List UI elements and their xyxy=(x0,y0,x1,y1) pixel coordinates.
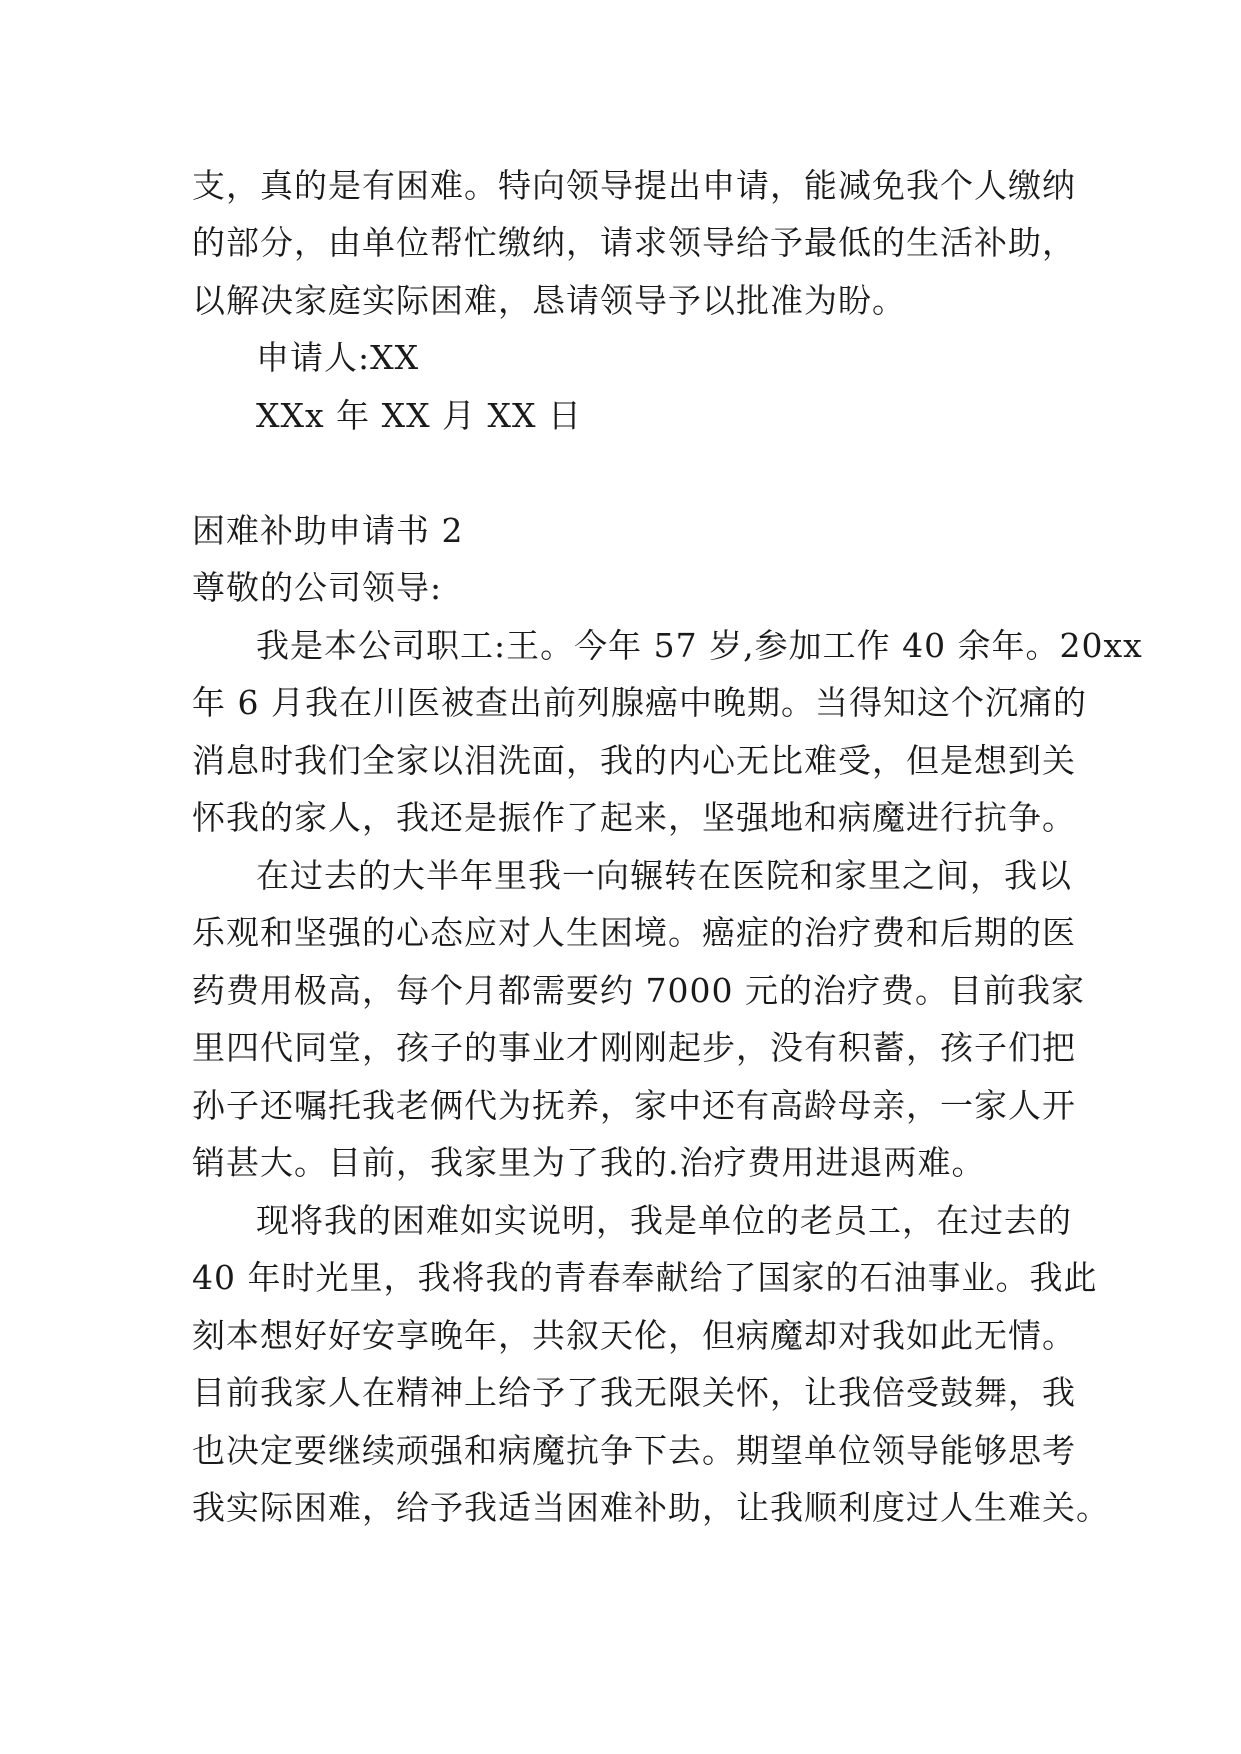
paragraph-line: 我是本公司职工:王。今年 57 岁,参加工作 40 余年。20xx xyxy=(256,626,1143,665)
paragraph-line: 销甚大。目前，我家里为了我的.治疗费用进退两难。 xyxy=(192,1143,986,1182)
applicant-signature: 申请人:XX xyxy=(256,338,420,377)
paragraph-line: 药费用极高，每个月都需要约 7000 元的治疗费。目前我家 xyxy=(192,971,1085,1010)
paragraph-line: 支，真的是有困难。特向领导提出申请，能减免我个人缴纳 xyxy=(192,166,1076,205)
paragraph-line: 以解决家庭实际困难，恳请领导予以批准为盼。 xyxy=(192,281,906,320)
salutation: 尊敬的公司领导: xyxy=(192,568,443,607)
paragraph-line: 现将我的困难如实说明，我是单位的老员工，在过去的 xyxy=(256,1201,1072,1240)
section-title: 困难补助申请书 2 xyxy=(192,511,464,550)
paragraph-line: 刻本想好好安享晚年，共叙天伦，但病魔却对我如此无情。 xyxy=(192,1316,1076,1355)
paragraph-line: 在过去的大半年里我一向辗转在医院和家里之间，我以 xyxy=(256,856,1072,895)
paragraph-line: 的部分，由单位帮忙缴纳，请求领导给予最低的生活补助， xyxy=(192,223,1076,262)
paragraph-line: 怀我的家人，我还是振作了起来，坚强地和病魔进行抗争。 xyxy=(192,798,1076,837)
paragraph-line: 孙子还嘱托我老俩代为抚养，家中还有高龄母亲，一家人开 xyxy=(192,1086,1076,1125)
paragraph-line: 年 6 月我在川医被查出前列腺癌中晚期。当得知这个沉痛的 xyxy=(192,683,1087,722)
paragraph-line: 也决定要继续顽强和病魔抗争下去。期望单位领导能够思考 xyxy=(192,1431,1076,1470)
signature-date: XXx 年 XX 月 XX 日 xyxy=(256,396,583,435)
paragraph-line: 里四代同堂，孩子的事业才刚刚起步，没有积蓄，孩子们把 xyxy=(192,1028,1076,1067)
paragraph-line: 目前我家人在精神上给予了我无限关怀，让我倍受鼓舞，我 xyxy=(192,1373,1076,1412)
paragraph-line: 乐观和坚强的心态应对人生困境。癌症的治疗费和后期的医 xyxy=(192,913,1076,952)
paragraph-line: 消息时我们全家以泪洗面，我的内心无比难受，但是想到关 xyxy=(192,741,1076,780)
paragraph-line: 我实际困难，给予我适当困难补助，让我顺利度过人生难关。 xyxy=(192,1488,1110,1527)
paragraph-line: 40 年时光里，我将我的青春奉献给了国家的石油事业。我此 xyxy=(192,1258,1098,1297)
